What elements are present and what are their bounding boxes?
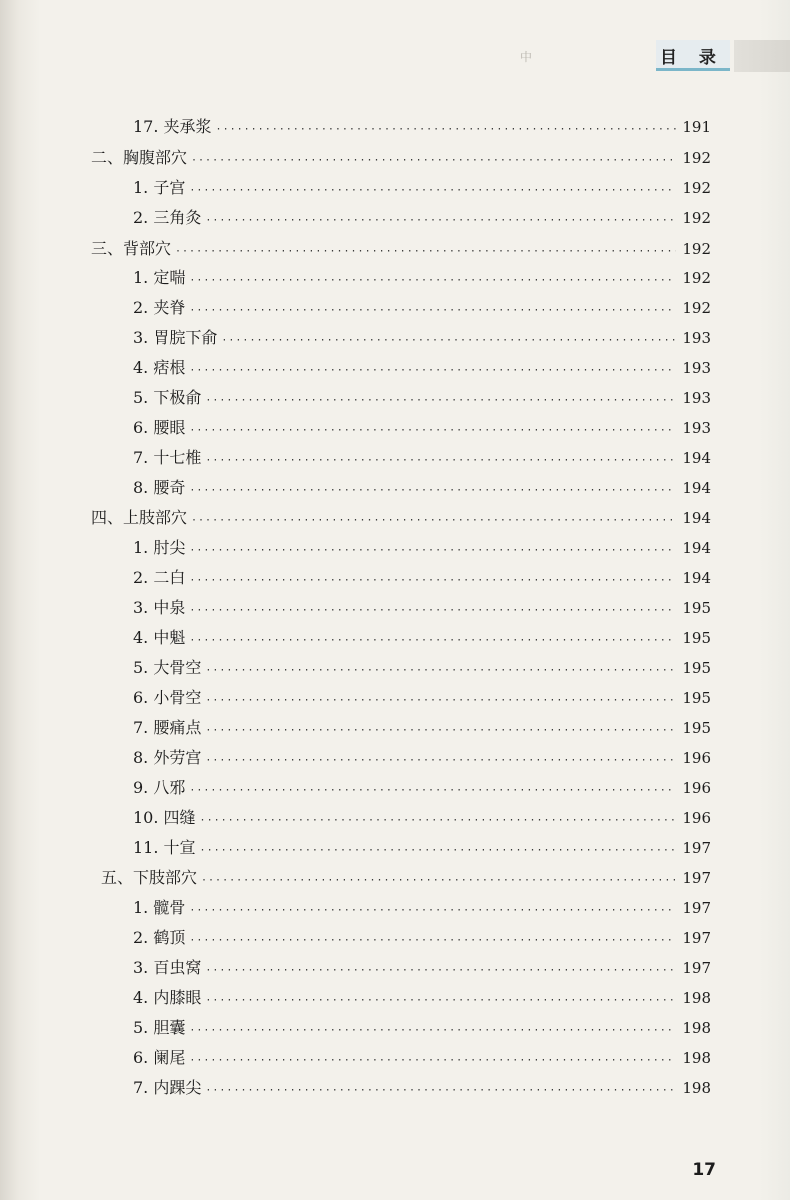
dot-leader (221, 329, 676, 353)
dot-leader (189, 479, 676, 503)
toc-section-page: 192 (682, 149, 711, 167)
toc-entry-page: 193 (682, 359, 711, 377)
toc-entry-page: 195 (682, 689, 711, 707)
dot-leader (200, 839, 677, 863)
dot-leader (189, 899, 676, 923)
toc-entry-title: 3. 胃脘下俞 (133, 328, 218, 347)
toc-entry-page: 195 (682, 629, 711, 647)
toc-entry-title: 8. 腰奇 (133, 478, 186, 497)
toc-entry-title: 6. 阑尾 (133, 1048, 186, 1067)
dot-leader (189, 179, 676, 203)
dot-leader (189, 569, 676, 593)
toc-entry-title: 5. 下极俞 (133, 388, 202, 407)
toc-entry-page: 197 (682, 899, 711, 917)
toc-entry-title: 6. 腰眼 (133, 418, 186, 437)
toc-entry-title: 2. 鹤顶 (133, 928, 186, 947)
dot-leader (205, 1079, 676, 1103)
dot-leader (189, 1019, 676, 1043)
toc-entry-page: 192 (682, 269, 711, 287)
toc-entry (133, 806, 711, 830)
toc-entry (133, 356, 711, 380)
toc-entry-page: 198 (682, 1079, 711, 1097)
toc-entry-page: 196 (682, 749, 711, 767)
toc-entry (133, 266, 711, 290)
toc-entry-title: 1. 肘尖 (133, 538, 186, 557)
toc-section (91, 237, 711, 261)
dot-leader (189, 1049, 676, 1073)
toc-entry-title: 1. 髋骨 (133, 898, 186, 917)
toc-entry-page: 198 (682, 1019, 711, 1037)
toc-entry-title: 2. 二白 (133, 568, 186, 587)
toc-entry (133, 896, 711, 920)
toc-entry-title: 1. 子宫 (133, 178, 186, 197)
toc-entry (133, 416, 711, 440)
toc-entry (133, 296, 711, 320)
toc-entry (133, 476, 711, 500)
toc-entry-page: 193 (682, 389, 711, 407)
toc-entry-title: 7. 内踝尖 (133, 1078, 202, 1097)
dot-leader (205, 659, 676, 683)
toc-entry (133, 446, 711, 470)
toc-entry (133, 386, 711, 410)
toc-section-title: 五、下肢部穴 (101, 868, 198, 887)
toc-entry-page: 198 (682, 989, 711, 1007)
toc-entry-page: 195 (682, 719, 711, 737)
toc-entry-page: 192 (682, 179, 711, 197)
toc-entry (133, 986, 711, 1010)
toc-entry (133, 656, 711, 680)
dot-leader (191, 149, 676, 173)
toc-entry-page: 197 (682, 839, 711, 857)
toc-entry (133, 206, 711, 230)
toc-entry-title: 5. 胆囊 (133, 1018, 186, 1037)
toc-section (91, 146, 711, 170)
toc-entry (133, 1076, 711, 1100)
toc-entry-title: 3. 中泉 (133, 598, 186, 617)
toc-entry-title: 3. 百虫窝 (133, 958, 202, 977)
dot-leader (205, 449, 676, 473)
toc-entry-title: 17. 夹承浆 (133, 117, 212, 136)
toc-entry-title: 6. 小骨空 (133, 688, 202, 707)
toc-entry-page: 194 (682, 479, 711, 497)
toc-entry-page: 191 (682, 118, 711, 136)
dot-leader (189, 629, 676, 653)
toc-entry-page: 195 (682, 659, 711, 677)
dot-leader (200, 809, 677, 833)
toc-entry (133, 1046, 711, 1070)
dot-leader (189, 419, 676, 443)
toc-entry-page: 196 (682, 779, 711, 797)
toc-section-page: 192 (682, 240, 711, 258)
toc-entry (133, 776, 711, 800)
dot-leader (189, 539, 676, 563)
toc-entry (133, 1016, 711, 1040)
dot-leader (216, 118, 677, 142)
toc-section-title: 二、胸腹部穴 (91, 148, 188, 167)
toc-entry-title: 7. 腰痛点 (133, 718, 202, 737)
toc-entry-title: 4. 痞根 (133, 358, 186, 377)
toc-entry-page: 194 (682, 539, 711, 557)
toc-entry-title: 4. 内膝眼 (133, 988, 202, 1007)
dot-leader (175, 240, 676, 264)
toc-section-title: 三、背部穴 (91, 239, 172, 258)
header-faint-text: 中 (520, 50, 534, 64)
toc-entry-title: 4. 中魁 (133, 628, 186, 647)
dot-leader (189, 299, 676, 323)
toc-entry (133, 115, 711, 139)
toc-entry-title: 10. 四缝 (133, 808, 196, 827)
toc-entry-page: 194 (682, 449, 711, 467)
dot-leader (189, 599, 676, 623)
toc-entry (133, 686, 711, 710)
header-title: 目 录 (660, 48, 724, 68)
toc-entry-title: 2. 夹脊 (133, 298, 186, 317)
toc-entry (133, 596, 711, 620)
toc-section-page: 197 (682, 869, 711, 887)
dot-leader (205, 959, 676, 983)
toc-entry-page: 198 (682, 1049, 711, 1067)
toc-entry-page: 196 (682, 809, 711, 827)
toc-entry (133, 956, 711, 980)
toc-entry (133, 566, 711, 590)
dot-leader (205, 209, 676, 233)
toc-entry-title: 5. 大骨空 (133, 658, 202, 677)
dot-leader (205, 749, 676, 773)
toc-entry-page: 193 (682, 329, 711, 347)
toc-entry-page: 197 (682, 929, 711, 947)
toc-entry (133, 746, 711, 770)
dot-leader (189, 359, 676, 383)
dot-leader (201, 869, 676, 893)
toc-entry-title: 9. 八邪 (133, 778, 186, 797)
toc-entry-page: 194 (682, 569, 711, 587)
toc-entry (133, 716, 711, 740)
toc-entry-page: 197 (682, 959, 711, 977)
dot-leader (205, 719, 676, 743)
toc-section-page: 194 (682, 509, 711, 527)
dot-leader (189, 779, 676, 803)
toc-entry-page: 192 (682, 299, 711, 317)
toc-section-title: 四、上肢部穴 (91, 508, 188, 527)
toc-entry (133, 536, 711, 560)
dot-leader (205, 389, 676, 413)
toc-entry-title: 7. 十七椎 (133, 448, 202, 467)
toc-entry (133, 326, 711, 350)
page-number: 17 (692, 1160, 716, 1180)
dot-leader (205, 989, 676, 1013)
toc-entry (133, 926, 711, 950)
toc-entry-title: 2. 三角灸 (133, 208, 202, 227)
toc-entry-title: 8. 外劳宫 (133, 748, 202, 767)
toc-entry-title: 11. 十宣 (133, 838, 196, 857)
toc-entry (133, 836, 711, 860)
toc-section (101, 866, 711, 890)
toc-entry (133, 176, 711, 200)
dot-leader (189, 929, 676, 953)
toc-entry-page: 192 (682, 209, 711, 227)
toc-entry-page: 195 (682, 599, 711, 617)
toc-section (91, 506, 711, 530)
dot-leader (189, 269, 676, 293)
dot-leader (191, 509, 676, 533)
dot-leader (205, 689, 676, 713)
toc-entry (133, 626, 711, 650)
toc-entry-page: 193 (682, 419, 711, 437)
toc-entry-title: 1. 定喘 (133, 268, 186, 287)
